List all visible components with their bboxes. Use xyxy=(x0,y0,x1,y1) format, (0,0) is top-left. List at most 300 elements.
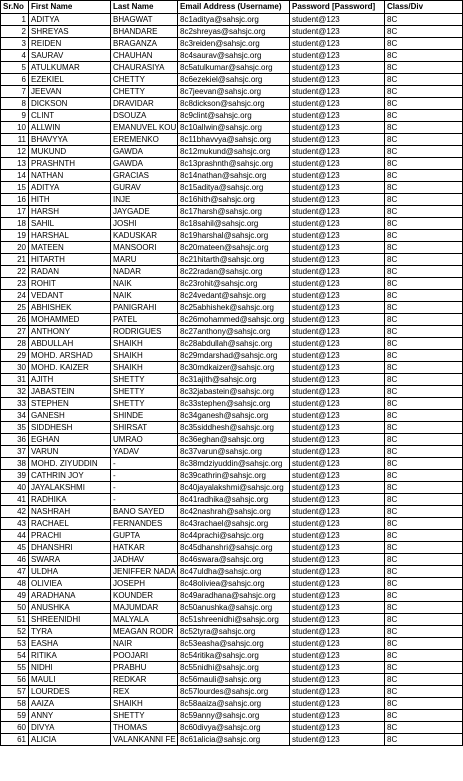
class-div-cell: 8C xyxy=(385,230,463,242)
last-name-cell: CHETTY xyxy=(111,74,178,86)
first-name-cell: SHREENIDHI xyxy=(29,614,111,626)
first-name-cell: RITIKA xyxy=(29,650,111,662)
email-cell: 8c5atulkumar@sahsjc.org xyxy=(178,62,290,74)
class-div-cell: 8C xyxy=(385,158,463,170)
class-div-cell: 8C xyxy=(385,74,463,86)
email-cell: 8c38mdziyuddin@sahsjc.org xyxy=(178,458,290,470)
email-cell: 8c50anushka@sahsjc.org xyxy=(178,602,290,614)
first-name-cell: SAURAV xyxy=(29,50,111,62)
sr-no-cell: 44 xyxy=(1,530,29,542)
last-name-cell: MEAGAN RODR xyxy=(111,626,178,638)
table-row xyxy=(1,362,463,374)
table-row xyxy=(1,338,463,350)
last-name-cell: PANIGRAHI xyxy=(111,302,178,314)
sr-no-cell: 8 xyxy=(1,98,29,110)
first-name-cell: SWARA xyxy=(29,554,111,566)
password-cell: student@123 xyxy=(290,434,385,446)
header-row xyxy=(1,1,463,14)
password-cell: student@123 xyxy=(290,266,385,278)
password-cell: student@123 xyxy=(290,326,385,338)
last-name-cell: JOSEPH xyxy=(111,578,178,590)
table-row xyxy=(1,554,463,566)
email-cell: 8c17harsh@sahsjc.org xyxy=(178,206,290,218)
table-row xyxy=(1,170,463,182)
class-div-cell: 8C xyxy=(385,338,463,350)
table-row xyxy=(1,86,463,98)
table-row xyxy=(1,674,463,686)
last-name-cell: - xyxy=(111,494,178,506)
first-name-cell: REIDEN xyxy=(29,38,111,50)
table-row xyxy=(1,122,463,134)
sr-no-cell: 60 xyxy=(1,722,29,734)
first-name-cell: MAULI xyxy=(29,674,111,686)
password-cell: student@123 xyxy=(290,242,385,254)
class-div-cell: 8C xyxy=(385,518,463,530)
email-cell: 8c25abhishek@sahsjc.org xyxy=(178,302,290,314)
sr-no-cell: 17 xyxy=(1,206,29,218)
last-name-cell: MAJUMDAR xyxy=(111,602,178,614)
sr-no-cell: 24 xyxy=(1,290,29,302)
sr-no-cell: 40 xyxy=(1,482,29,494)
password-cell: student@123 xyxy=(290,566,385,578)
table-row xyxy=(1,578,463,590)
last-name-cell: SHETTY xyxy=(111,386,178,398)
password-cell: student@123 xyxy=(290,14,385,26)
password-cell: student@123 xyxy=(290,614,385,626)
last-name-cell: YADAV xyxy=(111,446,178,458)
first-name-cell: HITARTH xyxy=(29,254,111,266)
last-name-cell: DSOUZA xyxy=(111,110,178,122)
table-row xyxy=(1,698,463,710)
table-row xyxy=(1,194,463,206)
class-div-cell: 8C xyxy=(385,578,463,590)
email-cell: 8c46swara@sahsjc.org xyxy=(178,554,290,566)
table-row xyxy=(1,710,463,722)
class-div-cell: 8C xyxy=(385,290,463,302)
class-div-cell: 8C xyxy=(385,506,463,518)
first-name-cell: MATEEN xyxy=(29,242,111,254)
class-div-cell: 8C xyxy=(385,26,463,38)
first-name-cell: CLINT xyxy=(29,110,111,122)
table-row xyxy=(1,638,463,650)
header-first-name: First Name xyxy=(29,1,111,14)
class-div-cell: 8C xyxy=(385,386,463,398)
table-row xyxy=(1,422,463,434)
table-row xyxy=(1,242,463,254)
password-cell: student@123 xyxy=(290,722,385,734)
sr-no-cell: 6 xyxy=(1,74,29,86)
email-cell: 8c57lourdes@sahsjc.org xyxy=(178,686,290,698)
password-cell: student@123 xyxy=(290,194,385,206)
last-name-cell: SHETTY xyxy=(111,710,178,722)
email-cell: 8c2shreyas@sahsjc.org xyxy=(178,26,290,38)
class-div-cell: 8C xyxy=(385,50,463,62)
first-name-cell: ROHIT xyxy=(29,278,111,290)
table-row xyxy=(1,590,463,602)
email-cell: 8c9clint@sahsjc.org xyxy=(178,110,290,122)
class-div-cell: 8C xyxy=(385,698,463,710)
class-div-cell: 8C xyxy=(385,482,463,494)
first-name-cell: ANNY xyxy=(29,710,111,722)
first-name-cell: AJITH xyxy=(29,374,111,386)
last-name-cell: NAIK xyxy=(111,290,178,302)
sr-no-cell: 11 xyxy=(1,134,29,146)
password-cell: student@123 xyxy=(290,386,385,398)
password-cell: student@123 xyxy=(290,74,385,86)
email-cell: 8c20mateen@sahsjc.org xyxy=(178,242,290,254)
email-cell: 8c31ajith@sahsjc.org xyxy=(178,374,290,386)
last-name-cell: - xyxy=(111,470,178,482)
password-cell: student@123 xyxy=(290,422,385,434)
password-cell: student@123 xyxy=(290,278,385,290)
password-cell: student@123 xyxy=(290,446,385,458)
email-cell: 8c4saurav@sahsjc.org xyxy=(178,50,290,62)
last-name-cell: KOUNDER xyxy=(111,590,178,602)
table-row xyxy=(1,614,463,626)
password-cell: student@123 xyxy=(290,182,385,194)
last-name-cell: NADAR xyxy=(111,266,178,278)
email-cell: 8c52tyra@sahsjc.org xyxy=(178,626,290,638)
email-cell: 8c26mohammed@sahsjc.org xyxy=(178,314,290,326)
password-cell: student@123 xyxy=(290,602,385,614)
table-row xyxy=(1,566,463,578)
email-cell: 8c51shreenidhi@sahsjc.org xyxy=(178,614,290,626)
class-div-cell: 8C xyxy=(385,530,463,542)
first-name-cell: AAIZA xyxy=(29,698,111,710)
sr-no-cell: 37 xyxy=(1,446,29,458)
email-cell: 8c42nashrah@sahsjc.org xyxy=(178,506,290,518)
password-cell: student@123 xyxy=(290,122,385,134)
password-cell: student@123 xyxy=(290,50,385,62)
password-cell: student@123 xyxy=(290,626,385,638)
class-div-cell: 8C xyxy=(385,254,463,266)
first-name-cell: RACHAEL xyxy=(29,518,111,530)
sr-no-cell: 10 xyxy=(1,122,29,134)
last-name-cell: BHAGWAT xyxy=(111,14,178,26)
class-div-cell: 8C xyxy=(385,38,463,50)
class-div-cell: 8C xyxy=(385,686,463,698)
first-name-cell: MOHD. KAIZER xyxy=(29,362,111,374)
password-cell: student@123 xyxy=(290,674,385,686)
email-cell: 8c16hith@sahsjc.org xyxy=(178,194,290,206)
last-name-cell: SHAIKH xyxy=(111,698,178,710)
email-cell: 8c34ganesh@sahsjc.org xyxy=(178,410,290,422)
class-div-cell: 8C xyxy=(385,674,463,686)
sr-no-cell: 22 xyxy=(1,266,29,278)
table-row xyxy=(1,290,463,302)
table-row xyxy=(1,542,463,554)
sr-no-cell: 4 xyxy=(1,50,29,62)
sr-no-cell: 3 xyxy=(1,38,29,50)
first-name-cell: SHREYAS xyxy=(29,26,111,38)
email-cell: 8c22radan@sahsjc.org xyxy=(178,266,290,278)
class-div-cell: 8C xyxy=(385,458,463,470)
class-div-cell: 8C xyxy=(385,614,463,626)
header-class-div: Class/Div xyxy=(385,1,463,14)
email-cell: 8c24vedant@sahsjc.org xyxy=(178,290,290,302)
table-row xyxy=(1,14,463,26)
sr-no-cell: 15 xyxy=(1,182,29,194)
sr-no-cell: 20 xyxy=(1,242,29,254)
password-cell: student@123 xyxy=(290,458,385,470)
table-row xyxy=(1,326,463,338)
email-cell: 8c45dhanshri@sahsjc.org xyxy=(178,542,290,554)
email-cell: 8c30mdkaizer@sahsjc.org xyxy=(178,362,290,374)
password-cell: student@123 xyxy=(290,290,385,302)
sr-no-cell: 19 xyxy=(1,230,29,242)
password-cell: student@123 xyxy=(290,590,385,602)
password-cell: student@123 xyxy=(290,134,385,146)
sr-no-cell: 26 xyxy=(1,314,29,326)
email-cell: 8c29mdarshad@sahsjc.org xyxy=(178,350,290,362)
email-cell: 8c23rohit@sahsjc.org xyxy=(178,278,290,290)
last-name-cell: MANSOORI xyxy=(111,242,178,254)
password-cell: student@123 xyxy=(290,98,385,110)
table-row xyxy=(1,278,463,290)
first-name-cell: CATHRIN JOY xyxy=(29,470,111,482)
first-name-cell: ARADHANA xyxy=(29,590,111,602)
first-name-cell: BHAVYYA xyxy=(29,134,111,146)
password-cell: student@123 xyxy=(290,38,385,50)
last-name-cell: JENIFFER NADA xyxy=(111,566,178,578)
password-cell: student@123 xyxy=(290,686,385,698)
last-name-cell: DRAVIDAR xyxy=(111,98,178,110)
class-div-cell: 8C xyxy=(385,626,463,638)
class-div-cell: 8C xyxy=(385,62,463,74)
email-cell: 8c44prachi@sahsjc.org xyxy=(178,530,290,542)
class-div-cell: 8C xyxy=(385,362,463,374)
last-name-cell: HATKAR xyxy=(111,542,178,554)
email-cell: 8c55nidhi@sahsjc.org xyxy=(178,662,290,674)
first-name-cell: NIDHI xyxy=(29,662,111,674)
class-div-cell: 8C xyxy=(385,374,463,386)
email-cell: 8c28abdullah@sahsjc.org xyxy=(178,338,290,350)
table-row xyxy=(1,62,463,74)
email-cell: 8c37varun@sahsjc.org xyxy=(178,446,290,458)
last-name-cell: INJE xyxy=(111,194,178,206)
email-cell: 8c15aditya@sahsjc.org xyxy=(178,182,290,194)
password-cell: student@123 xyxy=(290,698,385,710)
last-name-cell: REDKAR xyxy=(111,674,178,686)
table-row xyxy=(1,722,463,734)
password-cell: student@123 xyxy=(290,506,385,518)
sr-no-cell: 47 xyxy=(1,566,29,578)
sr-no-cell: 27 xyxy=(1,326,29,338)
first-name-cell: NASHRAH xyxy=(29,506,111,518)
class-div-cell: 8C xyxy=(385,554,463,566)
class-div-cell: 8C xyxy=(385,722,463,734)
sr-no-cell: 42 xyxy=(1,506,29,518)
email-cell: 8c19harshal@sahsjc.org xyxy=(178,230,290,242)
last-name-cell: MARU xyxy=(111,254,178,266)
table-row xyxy=(1,626,463,638)
first-name-cell: LOURDES xyxy=(29,686,111,698)
table-row xyxy=(1,410,463,422)
class-div-cell: 8C xyxy=(385,398,463,410)
last-name-cell: GUPTA xyxy=(111,530,178,542)
last-name-cell: SHETTY xyxy=(111,398,178,410)
sr-no-cell: 33 xyxy=(1,398,29,410)
email-cell: 8c8dickson@sahsjc.org xyxy=(178,98,290,110)
password-cell: student@123 xyxy=(290,662,385,674)
last-name-cell: NAIK xyxy=(111,278,178,290)
class-div-cell: 8C xyxy=(385,326,463,338)
class-div-cell: 8C xyxy=(385,110,463,122)
table-row xyxy=(1,434,463,446)
last-name-cell: GRACIAS xyxy=(111,170,178,182)
sr-no-cell: 51 xyxy=(1,614,29,626)
last-name-cell: JADHAV xyxy=(111,554,178,566)
password-cell: student@123 xyxy=(290,158,385,170)
first-name-cell: MUKUND xyxy=(29,146,111,158)
first-name-cell: ULDHA xyxy=(29,566,111,578)
sr-no-cell: 39 xyxy=(1,470,29,482)
password-cell: student@123 xyxy=(290,650,385,662)
email-cell: 8c10allwin@sahsjc.org xyxy=(178,122,290,134)
class-div-cell: 8C xyxy=(385,494,463,506)
email-cell: 8c49aradhana@sahsjc.org xyxy=(178,590,290,602)
sr-no-cell: 16 xyxy=(1,194,29,206)
table-row xyxy=(1,158,463,170)
sr-no-cell: 48 xyxy=(1,578,29,590)
last-name-cell: CHAURASIYA xyxy=(111,62,178,74)
password-cell: student@123 xyxy=(290,170,385,182)
last-name-cell: CHETTY xyxy=(111,86,178,98)
last-name-cell: VALANKANNI FE xyxy=(111,734,178,746)
class-div-cell: 8C xyxy=(385,242,463,254)
first-name-cell: ADITYA xyxy=(29,182,111,194)
first-name-cell: SAHIL xyxy=(29,218,111,230)
first-name-cell: JABASTEIN xyxy=(29,386,111,398)
table-row xyxy=(1,494,463,506)
table-row xyxy=(1,398,463,410)
class-div-cell: 8C xyxy=(385,422,463,434)
table-row xyxy=(1,650,463,662)
first-name-cell: MOHD. ZIYUDDIN xyxy=(29,458,111,470)
table-row xyxy=(1,98,463,110)
first-name-cell: JAYALAKSHMI xyxy=(29,482,111,494)
email-cell: 8c18sahil@sahsjc.org xyxy=(178,218,290,230)
class-div-cell: 8C xyxy=(385,650,463,662)
first-name-cell: STEPHEN xyxy=(29,398,111,410)
first-name-cell: HARSH xyxy=(29,206,111,218)
email-cell: 8c27anthony@sahsjc.org xyxy=(178,326,290,338)
sr-no-cell: 57 xyxy=(1,686,29,698)
first-name-cell: ALICIA xyxy=(29,734,111,746)
class-div-cell: 8C xyxy=(385,734,463,746)
sr-no-cell: 28 xyxy=(1,338,29,350)
class-div-cell: 8C xyxy=(385,14,463,26)
table-row xyxy=(1,446,463,458)
class-div-cell: 8C xyxy=(385,410,463,422)
class-div-cell: 8C xyxy=(385,122,463,134)
last-name-cell: RODRIGUES xyxy=(111,326,178,338)
first-name-cell: VEDANT xyxy=(29,290,111,302)
password-cell: student@123 xyxy=(290,398,385,410)
first-name-cell: RADAN xyxy=(29,266,111,278)
sr-no-cell: 53 xyxy=(1,638,29,650)
email-cell: 8c56mauli@sahsjc.org xyxy=(178,674,290,686)
table-row xyxy=(1,518,463,530)
table-row xyxy=(1,386,463,398)
first-name-cell: EZEKIEL xyxy=(29,74,111,86)
class-div-cell: 8C xyxy=(385,446,463,458)
last-name-cell: CHAUHAN xyxy=(111,50,178,62)
table-row xyxy=(1,182,463,194)
table-row xyxy=(1,26,463,38)
sr-no-cell: 14 xyxy=(1,170,29,182)
first-name-cell: DICKSON xyxy=(29,98,111,110)
first-name-cell: HARSHAL xyxy=(29,230,111,242)
last-name-cell: KADUSKAR xyxy=(111,230,178,242)
sr-no-cell: 23 xyxy=(1,278,29,290)
table-row xyxy=(1,506,463,518)
sr-no-cell: 29 xyxy=(1,350,29,362)
sr-no-cell: 25 xyxy=(1,302,29,314)
email-cell: 8c59anny@sahsjc.org xyxy=(178,710,290,722)
sr-no-cell: 5 xyxy=(1,62,29,74)
password-cell: student@123 xyxy=(290,362,385,374)
email-cell: 8c58aaiza@sahsjc.org xyxy=(178,698,290,710)
table-row xyxy=(1,374,463,386)
email-cell: 8c43rachael@sahsjc.org xyxy=(178,518,290,530)
email-cell: 8c60divya@sahsjc.org xyxy=(178,722,290,734)
class-div-cell: 8C xyxy=(385,206,463,218)
last-name-cell: JOSHI xyxy=(111,218,178,230)
last-name-cell: SHIRSAT xyxy=(111,422,178,434)
sr-no-cell: 54 xyxy=(1,650,29,662)
last-name-cell: GAWDA xyxy=(111,146,178,158)
first-name-cell: SIDDHESH xyxy=(29,422,111,434)
sr-no-cell: 38 xyxy=(1,458,29,470)
last-name-cell: EMANUVEL KOU xyxy=(111,122,178,134)
table-row xyxy=(1,314,463,326)
sr-no-cell: 31 xyxy=(1,374,29,386)
first-name-cell: GANESH xyxy=(29,410,111,422)
email-cell: 8c41radhika@sahsjc.org xyxy=(178,494,290,506)
password-cell: student@123 xyxy=(290,86,385,98)
sr-no-cell: 58 xyxy=(1,698,29,710)
class-div-cell: 8C xyxy=(385,434,463,446)
email-cell: 8c3reiden@sahsjc.org xyxy=(178,38,290,50)
sr-no-cell: 21 xyxy=(1,254,29,266)
password-cell: student@123 xyxy=(290,410,385,422)
last-name-cell: SHAIKH xyxy=(111,362,178,374)
first-name-cell: ANUSHKA xyxy=(29,602,111,614)
table-row xyxy=(1,482,463,494)
first-name-cell: JEEVAN xyxy=(29,86,111,98)
last-name-cell: GAWDA xyxy=(111,158,178,170)
header-last-name: Last Name xyxy=(111,1,178,14)
last-name-cell: FERNANDES xyxy=(111,518,178,530)
class-div-cell: 8C xyxy=(385,602,463,614)
sr-no-cell: 34 xyxy=(1,410,29,422)
last-name-cell: BRAGANZA xyxy=(111,38,178,50)
class-div-cell: 8C xyxy=(385,590,463,602)
first-name-cell: TYRA xyxy=(29,626,111,638)
password-cell: student@123 xyxy=(290,62,385,74)
email-cell: 8c6ezekiel@sahsjc.org xyxy=(178,74,290,86)
password-cell: student@123 xyxy=(290,302,385,314)
email-cell: 8c13prashnth@sahsjc.org xyxy=(178,158,290,170)
last-name-cell: PRABHU xyxy=(111,662,178,674)
password-cell: student@123 xyxy=(290,374,385,386)
last-name-cell: - xyxy=(111,482,178,494)
password-cell: student@123 xyxy=(290,314,385,326)
table-row xyxy=(1,458,463,470)
class-div-cell: 8C xyxy=(385,278,463,290)
email-cell: 8c14nathan@sahsjc.org xyxy=(178,170,290,182)
